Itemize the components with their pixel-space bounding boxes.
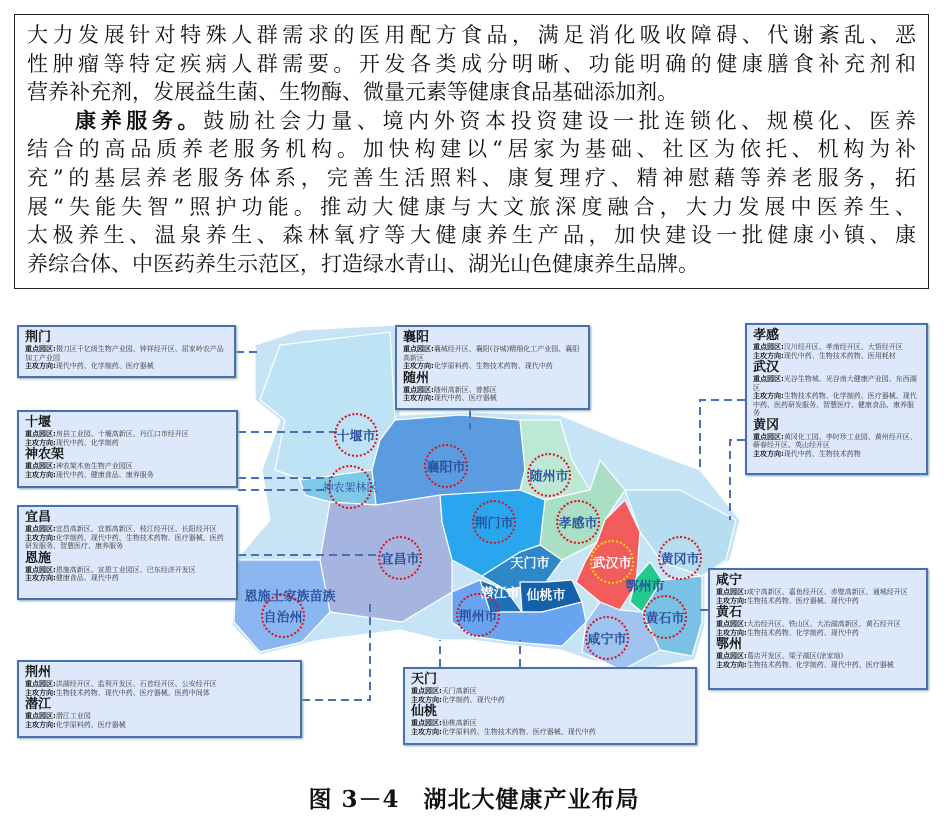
- key-parks-value: 宜昌高新区、宜都高新区、枝江经开区、长阳经开区: [55, 525, 217, 533]
- main-focus-label: 主攻方向:: [25, 688, 56, 697]
- key-parks-label: 重点园区:: [716, 620, 747, 628]
- callout-city-name: 荆州: [25, 665, 52, 680]
- main-focus-label: 主攻方向:: [716, 628, 747, 637]
- callout-city-name: 潜江: [25, 697, 52, 712]
- main-focus-label: 主攻方向:: [716, 596, 747, 605]
- key-parks-label: 重点园区:: [25, 565, 56, 574]
- map-city-label: 随州市: [529, 469, 569, 485]
- map-city-label: 宜昌市: [380, 552, 420, 568]
- key-parks-value: 咸宁高新区、嘉鱼经开区、赤壁高新区、通城经开区: [746, 588, 908, 596]
- callout-xiaogan: [745, 323, 928, 475]
- map-city-label: 荆州市: [458, 609, 498, 625]
- main-focus-label: 主攻方向:: [25, 720, 56, 729]
- callout-city-name: 鄂州: [716, 637, 743, 652]
- key-parks-row: [403, 386, 582, 395]
- key-parks-value: 仙桃高新区: [441, 719, 477, 727]
- main-focus-row: [25, 471, 230, 480]
- key-parks-value: 掇刀区千亿级生物产业园、钟祥经开区、屈家岭农产品加工产业园: [25, 345, 224, 362]
- main-focus-label: 主攻方向:: [403, 362, 434, 370]
- key-parks-label: 重点园区:: [403, 385, 434, 394]
- main-focus-row: [411, 728, 689, 737]
- key-parks-row: [403, 345, 582, 362]
- key-parks-row: [25, 525, 230, 534]
- map-city-label: 武汉市: [592, 556, 632, 572]
- main-focus-label: 主攻方向:: [716, 660, 747, 669]
- key-parks-row: [411, 719, 689, 728]
- map-city-label: 黄冈市: [660, 552, 700, 568]
- callout-xiangyang: [395, 325, 590, 410]
- key-parks-row: [716, 620, 920, 629]
- main-focus-row: [25, 534, 230, 551]
- key-parks-label: 重点园区:: [753, 343, 784, 351]
- map-city-label: 十堰市: [336, 429, 376, 445]
- main-focus-value: 化学原料药、医疗器械: [55, 720, 126, 729]
- main-focus-label: 主攻方向:: [411, 727, 442, 736]
- map-city-label: 孝感市: [558, 516, 598, 532]
- key-parks-row: [25, 566, 230, 575]
- key-parks-row: [716, 588, 920, 597]
- main-focus-value: 生物技术药物、现代中药、医疗器械、医药中间体: [55, 688, 210, 697]
- key-parks-label: 重点园区:: [411, 719, 442, 727]
- main-focus-label: 主攻方向:: [25, 574, 56, 582]
- text-line-rest: 鼓励社会力量、境内外资本投资建设一批连锁化、规模化、医养: [203, 108, 916, 133]
- key-parks-value: 葛店开发区、梁子湖区(涂家垴): [746, 652, 844, 660]
- key-parks-value: 恩施高新区、宣恩工业园区、巴东经济开发区: [55, 565, 196, 574]
- callout-city-name: 恩施: [25, 550, 52, 566]
- text-line: 太极养生、温泉养生、森林氧疗等大健康养生产品，加快建设一批健康小镇、康: [27, 223, 916, 248]
- map-city-label: 襄阳市: [426, 460, 466, 476]
- main-focus-label: 主攻方向:: [403, 394, 434, 402]
- map-city-label: 仙桃市: [526, 588, 566, 604]
- key-parks-row: [753, 433, 920, 450]
- key-parks-label: 重点园区:: [25, 462, 56, 470]
- callout-city-name: 十堰: [25, 415, 52, 430]
- callout-city-name: 宜昌: [25, 510, 52, 525]
- text-line: 养综合体、中医药养生示范区，打造绿水青山、湖光山色健康养生品牌。: [27, 251, 699, 276]
- key-parks-value: 汉川经开区、孝南经开区、大悟经开区: [783, 343, 903, 351]
- key-parks-value: 洪湖经开区、监利开发区、石首经开区、公安经开区: [55, 680, 217, 688]
- main-focus-value: 现代中药、化学制药、医疗器械: [55, 362, 154, 370]
- main-focus-value: 现代中药、生物技术药物、医用耗材: [783, 351, 896, 360]
- key-parks-label: 重点园区:: [25, 680, 56, 688]
- key-parks-label: 重点园区:: [753, 432, 784, 441]
- key-parks-label: 重点园区:: [25, 345, 56, 353]
- key-parks-label: 重点园区:: [25, 525, 56, 533]
- key-parks-label: 重点园区:: [716, 652, 747, 660]
- main-focus-value: 健康食品、现代中药: [55, 574, 119, 582]
- map-city-label: 自治州: [263, 610, 303, 626]
- main-focus-row: [411, 696, 689, 705]
- key-parks-value: 潜江工业园: [55, 712, 91, 720]
- map-city-label: 黄石市: [645, 611, 685, 627]
- callout-city-name: 仙桃: [411, 704, 438, 719]
- key-parks-value: 光谷生物城、光谷南大健康产业园、东西湖区: [753, 375, 917, 392]
- main-focus-value: 化学原料药、生物技术药物、医疗器械、现代中药: [441, 727, 596, 736]
- main-focus-row: [753, 352, 920, 361]
- key-parks-value: 神农架木鱼生物产业园区: [55, 462, 133, 470]
- key-parks-row: [716, 652, 920, 661]
- map-city-label: 神农架林区: [322, 481, 378, 494]
- key-parks-row: [753, 375, 920, 392]
- key-parks-value: 大冶经开区、铁山区、大冶湖高新区、黄石经开区: [746, 620, 901, 628]
- text-line: 充”的基层养老服务体系，完善生活照料、康复理疗、精神慰藉等养老服务，拓: [27, 165, 916, 190]
- figure-caption: 图 3－4 湖北大健康产业布局: [308, 786, 640, 813]
- main-focus-value: 化学制药、现代中药、生物技术药物、医疗器械、医药研发服务、智慧医疗、康养服务: [25, 533, 224, 550]
- main-focus-value: 现代中药、生物技术药物: [783, 449, 861, 458]
- main-focus-row: [25, 689, 294, 698]
- main-focus-row: [753, 392, 920, 418]
- callout-shiyan: [17, 410, 238, 488]
- key-parks-value: 天门高新区: [441, 687, 477, 695]
- text-line: 性肿瘤等特定疾病人群需要。开发各类成分明晰、功能明确的健康膳食补充剂和: [27, 51, 916, 76]
- key-parks-row: [753, 343, 920, 352]
- main-focus-row: [25, 362, 228, 371]
- key-parks-row: [25, 345, 228, 362]
- text-line: 展“失能失智”照护功能。推动大健康与大文旅深度融合，大力发展中医养生、: [27, 194, 916, 219]
- main-focus-row: [25, 439, 230, 448]
- section-heading: 康养服务。: [75, 107, 204, 133]
- callout-jingmen: [17, 325, 236, 378]
- map-city-label: 天门市: [510, 556, 550, 572]
- main-focus-value: 现代中药、化学制药: [55, 438, 119, 447]
- main-focus-value: 现代中药、健康食品、康养服务: [55, 470, 154, 479]
- key-parks-label: 重点园区:: [403, 345, 434, 353]
- callout-city-name: 襄阳: [403, 330, 430, 345]
- callout-city-name: 天门: [411, 672, 438, 687]
- main-focus-row: [753, 450, 920, 459]
- main-focus-label: 主攻方向:: [753, 392, 784, 400]
- key-parks-row: [25, 680, 294, 689]
- main-focus-value: 生物技术药物、医疗器械、现代中药: [746, 596, 859, 605]
- callout-xianning: [708, 568, 928, 690]
- callout-city-name: 神农架: [25, 447, 65, 462]
- main-focus-value: 生物技术药物、化学制药、现代中药: [746, 628, 859, 637]
- main-focus-label: 主攻方向:: [25, 533, 56, 542]
- callout-city-name: 黄石: [716, 605, 743, 620]
- text-line: 大力发展针对特殊人群需求的医用配方食品，满足消化吸收障碍、代谢紊乱、恶: [27, 23, 916, 47]
- main-focus-row: [716, 629, 920, 638]
- main-focus-label: 主攻方向:: [25, 438, 56, 447]
- main-focus-value: 化学原料药、生物技术药物、现代中药: [433, 362, 553, 370]
- key-parks-value: 襄城经开区、襄阳(谷城)精细化工产业园、襄阳高新区: [403, 345, 580, 362]
- key-parks-row: [411, 687, 689, 696]
- main-focus-row: [716, 661, 920, 670]
- key-parks-label: 重点园区:: [411, 687, 442, 695]
- key-parks-value: 随州高新区、曾都区: [433, 385, 497, 394]
- main-focus-row: [25, 574, 230, 583]
- main-focus-row: [25, 721, 294, 730]
- callout-city-name: 孝感: [753, 328, 780, 343]
- callout-yichang: [17, 505, 238, 600]
- key-parks-value: 黄冈化工园、李时珍工业园、黄州经开区、蕲春经开区、英山经开区: [753, 432, 917, 449]
- main-focus-label: 主攻方向:: [25, 362, 56, 370]
- main-focus-row: [403, 394, 582, 403]
- main-focus-label: 主攻方向:: [753, 449, 784, 458]
- key-parks-label: 重点园区:: [753, 375, 784, 383]
- callout-jingzhou: [17, 660, 302, 738]
- main-focus-row: [403, 362, 582, 371]
- key-parks-value: 房县工业园、十堰高新区、丹江口市经开区: [55, 430, 189, 438]
- key-parks-row: [25, 712, 294, 721]
- text-line: 营养补充剂，发展益生菌、生物酶、微量元素等健康食品基础添加剂。: [27, 80, 678, 105]
- callout-city-name: 武汉: [753, 360, 780, 375]
- map-city-label: 鄂州市: [625, 579, 665, 595]
- key-parks-label: 重点园区:: [716, 588, 747, 596]
- main-focus-label: 主攻方向:: [411, 695, 442, 704]
- key-parks-row: [25, 430, 230, 439]
- key-parks-label: 重点园区:: [25, 712, 56, 720]
- main-focus-value: 生物技术药物、化学制药、医疗器械、现代中药、医药研发服务、智慧医疗、健康食品、康养服务: [753, 392, 917, 417]
- callout-city-name: 咸宁: [716, 573, 743, 588]
- main-focus-label: 主攻方向:: [25, 470, 56, 479]
- text-line: 结合的高品质养老服务机构。加快构建以“居家为基础、社区为依托、机构为补: [27, 137, 916, 162]
- callout-city-name: 黄冈: [753, 417, 780, 433]
- map-city-label: 咸宁市: [587, 632, 627, 648]
- main-focus-row: [716, 597, 920, 606]
- callout-tianmen: [403, 667, 697, 745]
- map-city-label: 荆门市: [474, 516, 514, 532]
- key-parks-row: [25, 462, 230, 471]
- callout-city-name: 随州: [403, 370, 430, 386]
- main-focus-value: 现代中药、医疗器械: [433, 394, 497, 402]
- map-city-label: 恩施土家族苗族: [244, 589, 336, 605]
- main-focus-value: 生物技术药物、化学制药、现代中药、医疗器械: [746, 660, 894, 669]
- key-parks-label: 重点园区:: [25, 430, 56, 438]
- main-focus-value: 化学制药、现代中药: [441, 695, 505, 704]
- main-focus-label: 主攻方向:: [753, 351, 784, 360]
- map-city-label: 潜江市: [480, 586, 520, 602]
- callout-city-name: 荆门: [25, 330, 52, 345]
